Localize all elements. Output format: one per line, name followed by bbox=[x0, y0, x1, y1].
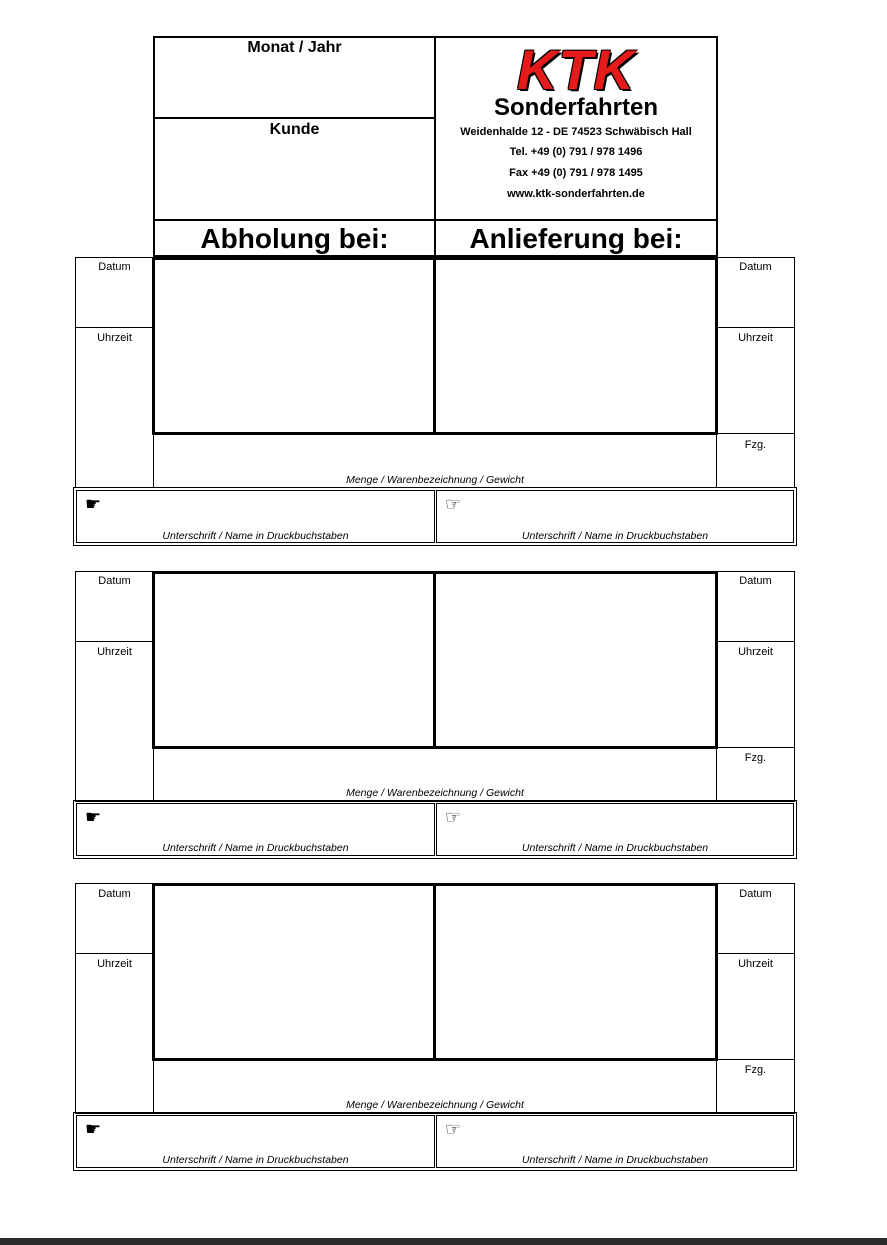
section-1-abholung-box[interactable] bbox=[152, 257, 436, 435]
section-3-menge-label: Menge / Warenbezeichnung / Gewicht bbox=[346, 1099, 524, 1111]
hand-pointing-filled-icon: ☛ bbox=[85, 1119, 102, 1139]
section-3-fzg: Fzg. bbox=[744, 1064, 767, 1076]
section-2-abholung-box[interactable] bbox=[152, 571, 436, 749]
section-3-menge-field[interactable] bbox=[155, 1062, 715, 1098]
hand-pointing-outline-icon: ☞ bbox=[445, 1119, 462, 1139]
section-2-left-datum-divider bbox=[75, 641, 154, 642]
hand-pointing-outline-icon: ☞ bbox=[445, 494, 462, 514]
section-1-right-datum-divider bbox=[716, 327, 795, 328]
section-2-uhrzeit-right: Uhrzeit bbox=[738, 646, 773, 658]
section-2-menge-field[interactable] bbox=[155, 750, 715, 786]
company-fax: Fax +49 (0) 791 / 978 1495 bbox=[509, 167, 643, 179]
section-1-fzg: Fzg. bbox=[744, 439, 767, 451]
hand-pointing-filled-icon: ☛ bbox=[85, 807, 102, 827]
kunde-field[interactable] bbox=[155, 142, 434, 218]
section-2-unterschrift-right: Unterschrift / Name in Druckbuchstaben bbox=[521, 842, 709, 854]
viewer-bottom-bar bbox=[0, 1238, 887, 1245]
section-1-uhrzeit-right: Uhrzeit bbox=[738, 332, 773, 344]
section-2-datum-right: Datum bbox=[739, 575, 772, 587]
abholung-title: Abholung bei: bbox=[200, 223, 389, 254]
section-3-right-datum-divider bbox=[716, 953, 795, 954]
header-divider-left-mid bbox=[153, 117, 435, 119]
section-1-anlieferung-box[interactable] bbox=[433, 257, 718, 435]
monat-jahr-label: Monat / Jahr bbox=[247, 39, 342, 56]
section-3-right-fzg-divider bbox=[716, 1059, 795, 1060]
section-3-uhrzeit-right: Uhrzeit bbox=[738, 958, 773, 970]
section-1-datum-right: Datum bbox=[739, 261, 772, 273]
section-1-menge-label: Menge / Warenbezeichnung / Gewicht bbox=[346, 474, 524, 486]
logo-subtitle: Sonderfahrten bbox=[493, 94, 658, 121]
section-3-anlieferung-box[interactable] bbox=[433, 883, 718, 1061]
section-2-menge-label: Menge / Warenbezeichnung / Gewicht bbox=[346, 787, 524, 799]
logo-ktk-text: KTK bbox=[516, 38, 636, 101]
section-3-uhrzeit-left: Uhrzeit bbox=[97, 958, 132, 970]
kunde-label: Kunde bbox=[269, 121, 320, 138]
section-2-anlieferung-box[interactable] bbox=[433, 571, 718, 749]
company-tel: Tel. +49 (0) 791 / 978 1496 bbox=[509, 146, 643, 158]
section-1-unterschrift-right: Unterschrift / Name in Druckbuchstaben bbox=[521, 530, 709, 542]
company-logo bbox=[436, 38, 716, 122]
section-3-unterschrift-left: Unterschrift / Name in Druckbuchstaben bbox=[162, 1154, 349, 1166]
hand-pointing-filled-icon: ☛ bbox=[85, 494, 102, 514]
section-1-right-fzg-divider bbox=[716, 433, 795, 434]
section-1-uhrzeit-left: Uhrzeit bbox=[97, 332, 132, 344]
anlieferung-title: Anlieferung bei: bbox=[469, 223, 683, 254]
company-website[interactable]: www.ktk-sonderfahrten.de bbox=[507, 188, 645, 200]
section-2-datum-left: Datum bbox=[98, 575, 131, 587]
header-divider-bottom bbox=[153, 219, 718, 221]
section-2-fzg: Fzg. bbox=[744, 752, 767, 764]
section-3-unterschrift-right: Unterschrift / Name in Druckbuchstaben bbox=[521, 1154, 709, 1166]
section-3-left-datum-divider bbox=[75, 953, 154, 954]
section-2-right-fzg-divider bbox=[716, 747, 795, 748]
section-1-menge-field[interactable] bbox=[155, 436, 715, 472]
section-2-unterschrift-left: Unterschrift / Name in Druckbuchstaben bbox=[162, 842, 349, 854]
section-1-datum-left: Datum bbox=[98, 261, 131, 273]
section-3-datum-right: Datum bbox=[739, 888, 772, 900]
company-address: Weidenhalde 12 - DE 74523 Schwäbisch Hall bbox=[460, 126, 692, 138]
section-3-abholung-box[interactable] bbox=[152, 883, 436, 1061]
hand-pointing-outline-icon: ☞ bbox=[445, 807, 462, 827]
section-2-right-datum-divider bbox=[716, 641, 795, 642]
section-2-uhrzeit-left: Uhrzeit bbox=[97, 646, 132, 658]
section-1-unterschrift-left: Unterschrift / Name in Druckbuchstaben bbox=[162, 530, 349, 542]
monat-jahr-field[interactable] bbox=[155, 60, 434, 116]
section-1-left-datum-divider bbox=[75, 327, 154, 328]
section-3-datum-left: Datum bbox=[98, 888, 131, 900]
